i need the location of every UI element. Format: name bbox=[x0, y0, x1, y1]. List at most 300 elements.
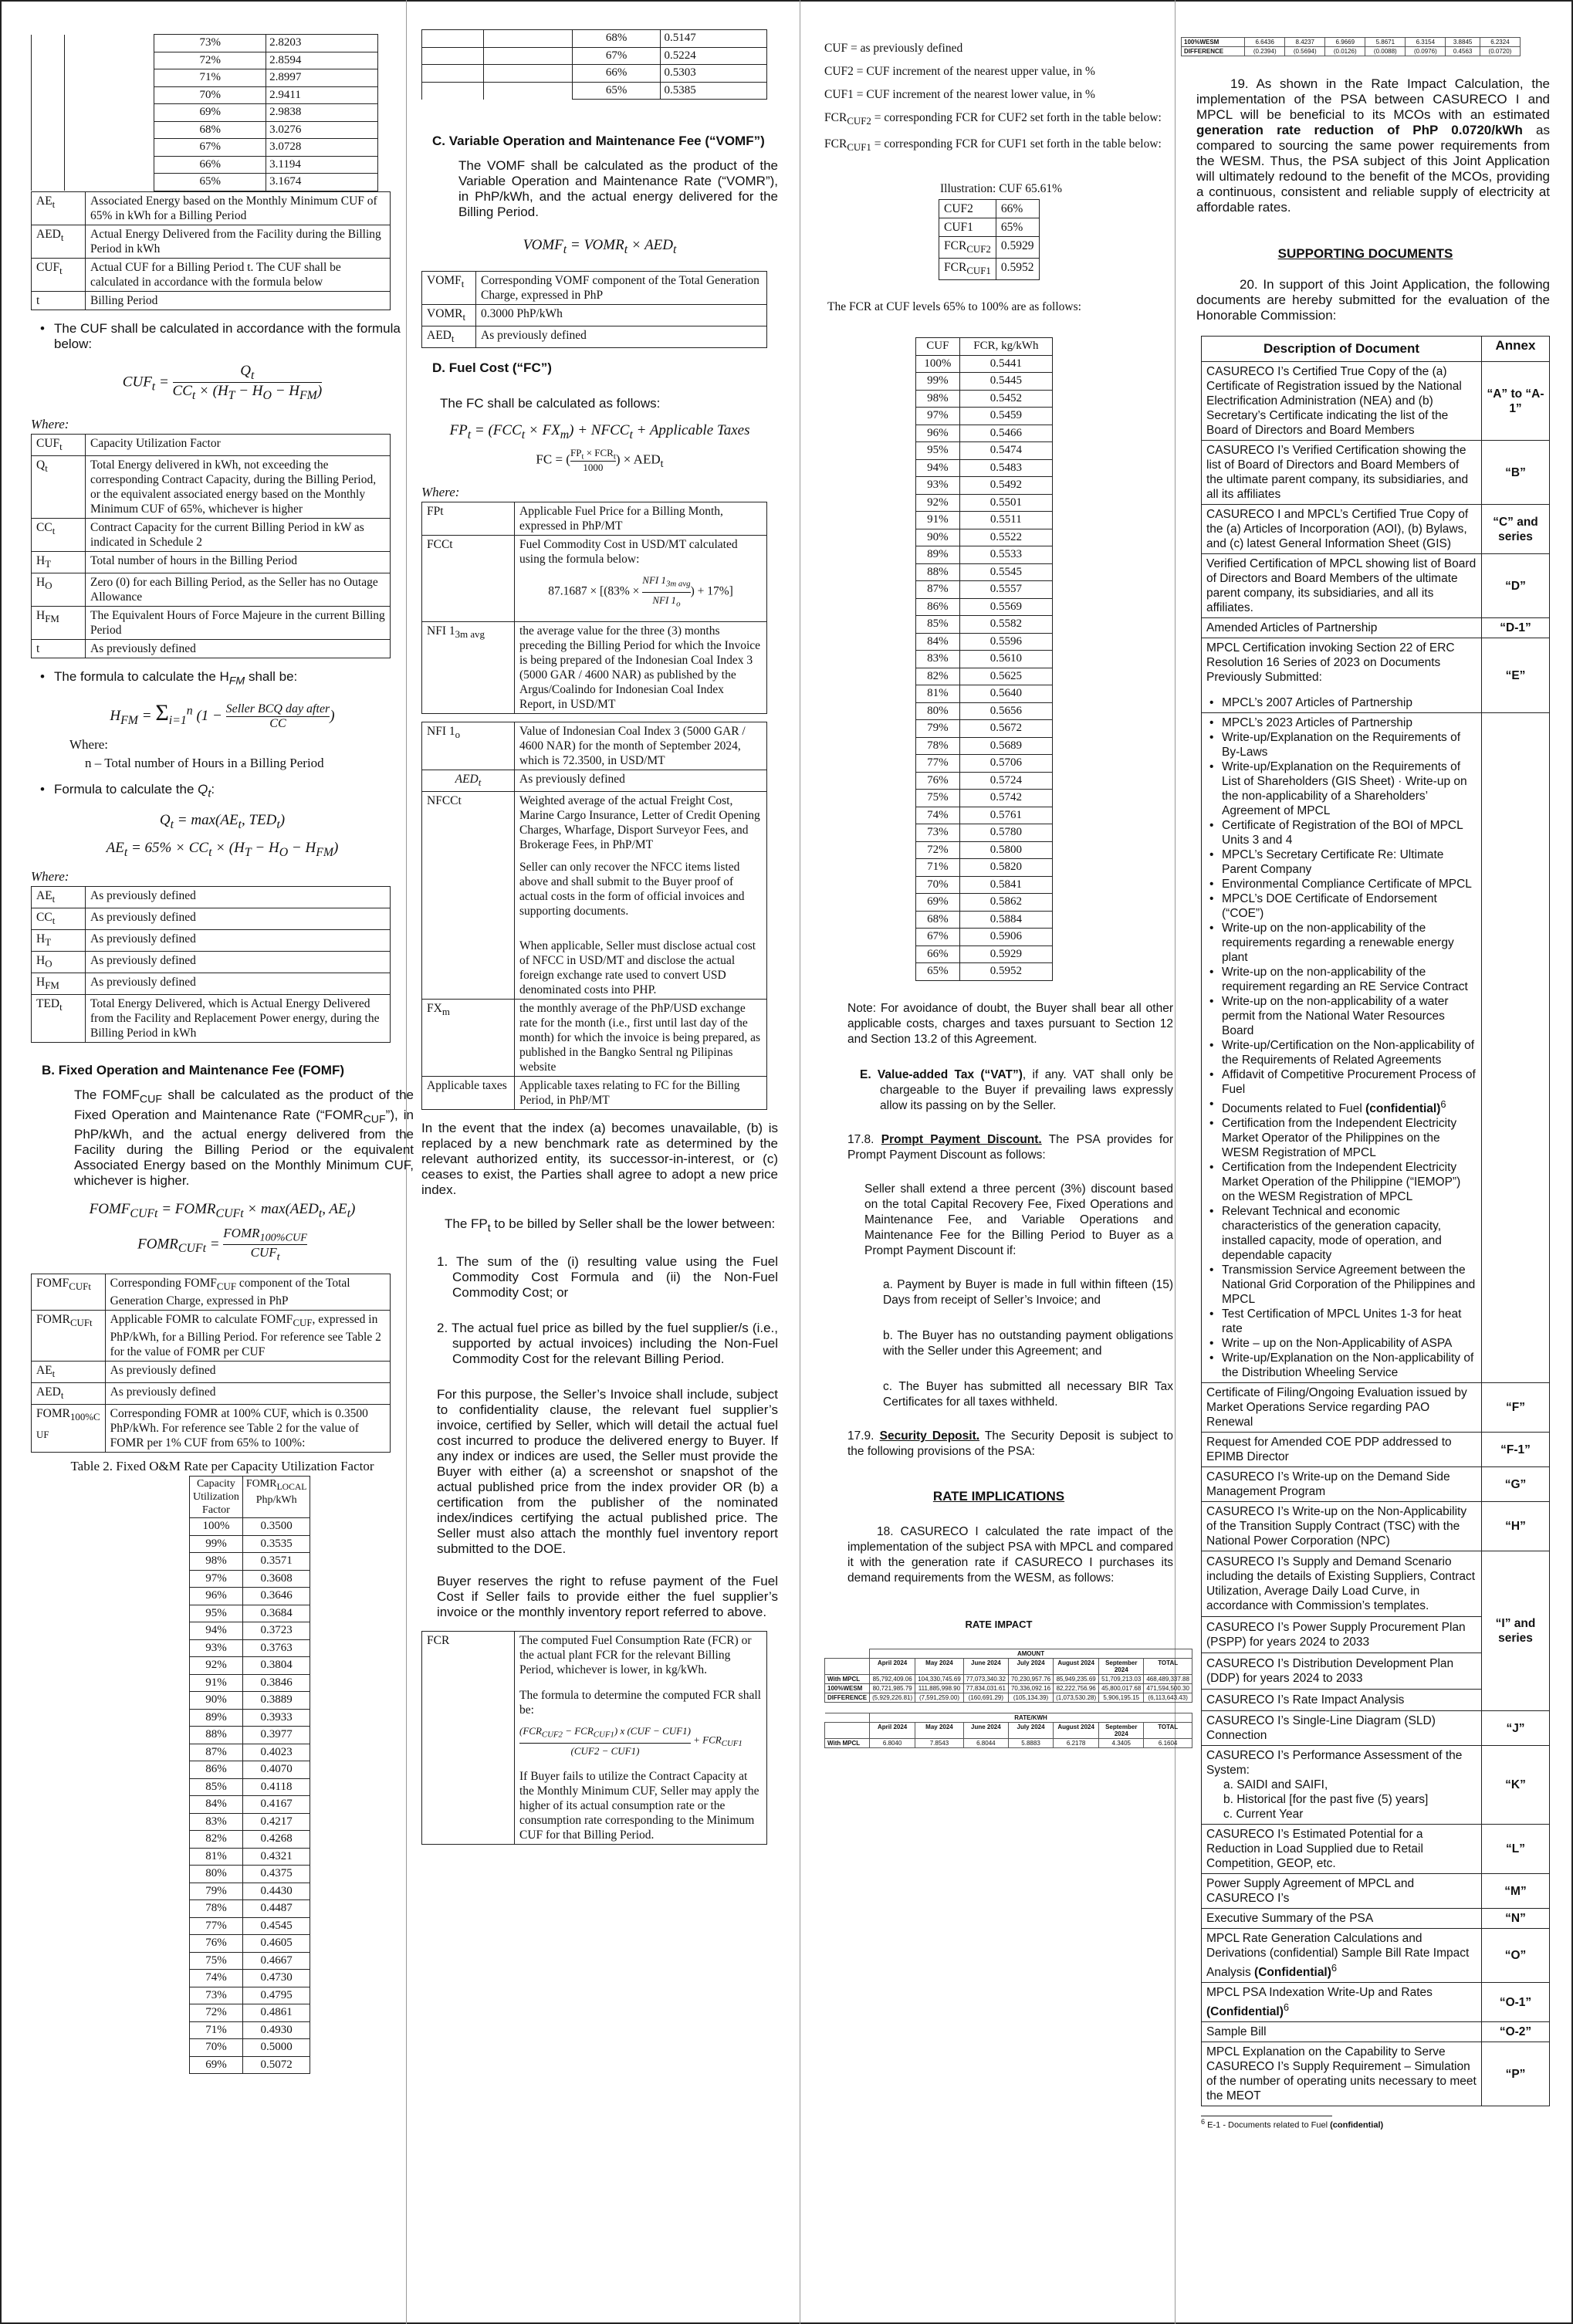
annex-row bbox=[1202, 505, 1550, 554]
list-item: • Affidavit of Competitive Procurement Process of Fuel bbox=[1206, 1067, 1477, 1097]
fomr-row bbox=[190, 1657, 310, 1675]
table-cell: 89% bbox=[916, 546, 960, 564]
fomr-row bbox=[190, 1692, 310, 1710]
table-cell: 68% bbox=[154, 121, 266, 139]
cuf-row bbox=[32, 139, 378, 157]
annex-description: CASURECO I’s Power Supply Procurement Plan (PSPP) for years 2024 to 2033 bbox=[1202, 1617, 1481, 1653]
illustration-title: Illustration: CUF 65.61% bbox=[940, 182, 1063, 196]
table-row bbox=[32, 552, 391, 573]
table-cell: 72% bbox=[916, 841, 960, 859]
table-cell: “P” bbox=[1482, 2042, 1550, 2106]
table-cell bbox=[65, 174, 154, 191]
table-cell: 0.4730 bbox=[242, 1970, 310, 1987]
table-cell: As previously defined bbox=[476, 326, 767, 347]
table-cell: 96% bbox=[190, 1588, 243, 1605]
table-cell: 0.3571 bbox=[242, 1553, 310, 1571]
fcr-intro: The FCR at CUF levels 65% to 100% are as follows: bbox=[827, 300, 1081, 314]
table-row bbox=[32, 573, 391, 607]
fomr-row bbox=[190, 1518, 310, 1536]
table-row bbox=[422, 326, 767, 347]
list-item: • Write-up/Certification on the Non-applicability of the Requirements of Related Agreements bbox=[1206, 1038, 1477, 1067]
table-cell: 0.4861 bbox=[242, 2004, 310, 2022]
table-cell: 0.5706 bbox=[959, 755, 1052, 773]
footnote: $^6$ E-1 - Documents related to Fuel (confidential) bbox=[1201, 2118, 1384, 2131]
table-cell: “G” bbox=[1482, 1467, 1550, 1502]
annex-row bbox=[1202, 1433, 1550, 1467]
definition-line: CUF = as previously defined bbox=[824, 42, 963, 55]
tax-definition: Applicable taxes relating to FC for the Billing Period, in PhP/MT bbox=[515, 1076, 767, 1109]
rate-row bbox=[1182, 47, 1521, 56]
annex-row bbox=[1202, 1909, 1550, 1929]
annex-row-e bbox=[1202, 638, 1550, 713]
fcr-row bbox=[916, 720, 1053, 738]
fcr-row bbox=[916, 807, 1053, 824]
table-cell: “O-1” bbox=[1482, 1983, 1550, 2022]
prompt-payment-paragraph: 17.8. Prompt Payment Discount. The PSA provides for Prompt Payment Discount as follows: bbox=[847, 1132, 1173, 1162]
cuf-definitions bbox=[824, 37, 1173, 159]
table-cell: 0.4487 bbox=[242, 1900, 310, 1918]
table-cell: 0.3933 bbox=[242, 1709, 310, 1727]
table-cell: 69% bbox=[154, 104, 266, 122]
table-cell: As previously defined bbox=[86, 908, 391, 929]
fcr-row bbox=[916, 425, 1053, 442]
paragraph-20: 20. In support of this Joint Application, the following documents are hereby submitted for the evaluation of the Honorable Commission: bbox=[1196, 277, 1550, 323]
fcr-row bbox=[916, 563, 1053, 581]
fomr-row bbox=[190, 1831, 310, 1849]
table-cell: 89% bbox=[190, 1709, 243, 1727]
month-header: June 2024 bbox=[963, 1722, 1008, 1738]
supporting-documents-heading: SUPPORTING DOCUMENTS bbox=[1277, 246, 1453, 261]
table-cell: 0.4605 bbox=[242, 1935, 310, 1953]
table-cell: Capacity Utilization Factor bbox=[86, 435, 391, 456]
table-cell: 91% bbox=[190, 1674, 243, 1692]
table-cell: 6.1604 bbox=[1144, 1738, 1192, 1747]
table-cell: As previously defined bbox=[105, 1382, 390, 1404]
table-cell: 70% bbox=[190, 2039, 243, 2057]
table-cell: With MPCL bbox=[825, 1674, 870, 1683]
table-cell: 68% bbox=[916, 911, 960, 929]
table-row bbox=[939, 218, 1040, 237]
table-cell: 0.5000 bbox=[242, 2039, 310, 2057]
table-cell: CASURECO I’s Write-up on the Demand Side Management Program bbox=[1202, 1467, 1482, 1502]
table-cell: As previously defined bbox=[86, 952, 391, 973]
table-cell: 83% bbox=[190, 1813, 243, 1831]
annex-row bbox=[1202, 362, 1550, 441]
table-cell: 79% bbox=[190, 1883, 243, 1900]
rate-row bbox=[1182, 38, 1521, 47]
fomr-row bbox=[190, 2056, 310, 2074]
fcr-row bbox=[916, 790, 1053, 807]
table-row bbox=[32, 1274, 391, 1310]
table-cell: Sample Bill bbox=[1202, 2022, 1482, 2042]
fcr-row bbox=[916, 929, 1053, 946]
table-cell: 71% bbox=[190, 2021, 243, 2039]
table-cell: t bbox=[32, 640, 86, 658]
table-cell: $AE_t$ bbox=[32, 1361, 106, 1382]
table-cell: 97% bbox=[190, 1570, 243, 1588]
fp-option-1: 1. The sum of the (i) resulting value using the Fuel Commodity Cost Formula and (ii) the Non-Fuel Commodity Cost; or bbox=[437, 1254, 778, 1301]
table-cell: 95% bbox=[916, 442, 960, 460]
performance-assessment: CASURECO I’s Performance Assessment of the System: bbox=[1206, 1749, 1463, 1778]
table-cell: “F-1” bbox=[1482, 1433, 1550, 1467]
table-cell: 6.9669 bbox=[1325, 38, 1365, 47]
table-cell: “H” bbox=[1482, 1502, 1550, 1551]
table-row bbox=[32, 607, 391, 640]
table-cell: Zero (0) for each Billing Period, as the Seller has no Outage Allowance bbox=[86, 573, 391, 607]
table-cell: “O-2” bbox=[1482, 2022, 1550, 2042]
table-row bbox=[32, 519, 391, 552]
where-label-2: Where: bbox=[69, 736, 109, 752]
table-cell: 468,489,337.88 bbox=[1144, 1674, 1192, 1683]
col-annex: Annex bbox=[1482, 337, 1550, 362]
fcr-row bbox=[916, 651, 1053, 668]
fcr-definition-table bbox=[421, 1631, 767, 1845]
list-item: a. SAIDI and SAIFI, bbox=[1223, 1778, 1328, 1792]
table-cell: 0.4118 bbox=[242, 1778, 310, 1796]
table-cell: $VOMF_t$ bbox=[422, 271, 476, 304]
cuf-row bbox=[422, 30, 767, 48]
table-cell: 98% bbox=[190, 1553, 243, 1571]
list-item: c. Current Year bbox=[1223, 1808, 1304, 1822]
table-cell: $TED_t$ bbox=[32, 995, 86, 1043]
discount-paragraph: Seller shall extend a three percent (3%) discount based on the total Capital Recovery Fee, Fixed Operations and Maintenance Fee, and Variable Operations and Maintenance Fee for the Billing Period to Buyer as a Prompt Payment Discount if: bbox=[864, 1182, 1173, 1257]
table-cell: 2.8203 bbox=[266, 35, 378, 52]
table-cell: 0.5800 bbox=[959, 841, 1052, 859]
table-row bbox=[32, 435, 391, 456]
table-cell: 3.0728 bbox=[266, 139, 378, 157]
table-cell: 2.8997 bbox=[266, 69, 378, 87]
table-cell: 0.5724 bbox=[959, 772, 1052, 790]
table-cell bbox=[32, 35, 65, 52]
month-header: August 2024 bbox=[1054, 1722, 1099, 1738]
fc-definitions-2 bbox=[421, 722, 767, 1110]
table-cell: “D” bbox=[1482, 554, 1550, 618]
definitions-table-3 bbox=[31, 886, 391, 1043]
table-cell: 96% bbox=[916, 425, 960, 442]
table-cell: 85,792,409.06 bbox=[870, 1674, 915, 1683]
fomr-row bbox=[190, 1970, 310, 1987]
table-cell: Associated Energy based on the Monthly Minimum CUF of 65% in kWh for a Billing Period bbox=[86, 191, 391, 225]
tax-label: Applicable taxes bbox=[422, 1076, 515, 1109]
table-cell: “A” to “A-1” bbox=[1482, 362, 1550, 441]
table-cell: 0.3763 bbox=[242, 1639, 310, 1657]
table-cell: 79% bbox=[916, 720, 960, 738]
table-cell: “D-1” bbox=[1482, 618, 1550, 638]
table-row bbox=[32, 1361, 391, 1382]
fomr-row bbox=[190, 1709, 310, 1727]
fcr-row bbox=[916, 911, 1053, 929]
table-cell: 2.9838 bbox=[266, 104, 378, 122]
fomf-formula: $FOMF_{CUFt}$ = $FOMR_{CUFt} \times \max(AED_t$, $AE_t$) bbox=[89, 1201, 356, 1220]
table-cell: MPCL Explanation on the Capability to Serve CASURECO I’s Supply Requirement – Simulation of the number of operating units necessary to meet the MEOT bbox=[1202, 2042, 1482, 2106]
cuf-row bbox=[422, 47, 767, 65]
table-cell: 0.5224 bbox=[661, 47, 767, 65]
fcr-row bbox=[916, 859, 1053, 877]
fomr-row bbox=[190, 1952, 310, 1970]
table-cell: MPCL PSA Indexation Write-Up and Rates (Confidential)$^6$ bbox=[1202, 1983, 1482, 2022]
fcr-row bbox=[916, 824, 1053, 842]
table-cell: 45,800,017.68 bbox=[1099, 1683, 1144, 1693]
table-cell: (5,929,226.81) bbox=[870, 1693, 915, 1702]
fcr-formula: $(FCR_{CUF2} - FCR_{CUF1})$ x (CUF − CUF1) (CUF2 − CUF1) + $FCR_{CUF1}$ bbox=[519, 1725, 743, 1757]
table-cell: 73% bbox=[916, 824, 960, 842]
table-cell: 76% bbox=[190, 1935, 243, 1953]
table-cell bbox=[422, 47, 484, 65]
fomr-row bbox=[190, 1553, 310, 1571]
table-cell: DIFFERENCE bbox=[825, 1693, 870, 1702]
table-cell: 6.2178 bbox=[1054, 1738, 1099, 1747]
list-item: • Test Certification of MPCL Unites 1-3 for heat rate bbox=[1206, 1307, 1477, 1336]
table-cell: 0.5533 bbox=[959, 546, 1052, 564]
table-cell: Corresponding $FOMF_{CUF}$ component of the Total Generation Charge, expressed in PhP bbox=[105, 1274, 390, 1310]
table-cell bbox=[65, 86, 154, 104]
table-cell: 95% bbox=[190, 1605, 243, 1622]
table-cell: 0.5780 bbox=[959, 824, 1052, 842]
annex-row bbox=[1202, 1383, 1550, 1433]
bullet-hfm: • The formula to calculate the $H_{FM}$ shall be: bbox=[31, 669, 414, 688]
table-cell: 0.5672 bbox=[959, 720, 1052, 738]
table-cell: “L” bbox=[1482, 1825, 1550, 1874]
fcr-row bbox=[916, 529, 1053, 546]
table-cell: Amended Articles of Partnership bbox=[1202, 618, 1482, 638]
table-cell: The Equivalent Hours of Force Majeure in the current Billing Period bbox=[86, 607, 391, 640]
table-cell: 75% bbox=[916, 790, 960, 807]
table-cell: 0.4321 bbox=[242, 1848, 310, 1866]
table-cell: 66% bbox=[916, 945, 960, 963]
fcr-row bbox=[916, 633, 1053, 651]
table2-col-cuf: Capacity Utilization Factor bbox=[190, 1477, 243, 1518]
table-cell: 6.2324 bbox=[1480, 38, 1520, 47]
table-row bbox=[32, 952, 391, 973]
table-cell: 93% bbox=[916, 477, 960, 495]
list-item: • MPCL’s DOE Certificate of Endorsement (“COE”) bbox=[1206, 891, 1477, 921]
aet-formula: $AE_t = 65\% \times CC_t \times (H_T - H_O - H_{FM})$ bbox=[106, 840, 339, 859]
fc-formula: FC = ( $FP_t \times FCR_t$ 1000 ) × $AED_t$ bbox=[536, 446, 664, 474]
annex-row bbox=[1202, 1983, 1550, 2022]
fomr-row bbox=[190, 1674, 310, 1692]
table-cell: 0.5929 bbox=[996, 237, 1039, 259]
month-header: TOTAL bbox=[1144, 1658, 1192, 1674]
table-cell bbox=[32, 52, 65, 69]
fcr-definition: The computed Fuel Consumption Rate (FCR) or the actual plant FCR for the relevant Billing Period, whichever is lower, in kg/kWh. bbox=[519, 1634, 752, 1677]
table-cell: 71% bbox=[916, 859, 960, 877]
table-cell: 0.5441 bbox=[959, 355, 1052, 373]
table-cell: 0.4795 bbox=[242, 1987, 310, 2004]
table-cell: 0.5459 bbox=[959, 408, 1052, 425]
column-3 bbox=[824, 6, 1189, 2318]
fpt-label: FPt bbox=[422, 502, 515, 536]
table-cell: $CC_t$ bbox=[32, 519, 86, 552]
table-cell: 0.5610 bbox=[959, 651, 1052, 668]
definition-line: CUF1 = CUF increment of the nearest lower value, in % bbox=[824, 88, 1095, 101]
fomr-table bbox=[189, 1476, 310, 2074]
amount-row bbox=[825, 1693, 1192, 1702]
fomr-row bbox=[190, 1900, 310, 1918]
table-cell: 92% bbox=[916, 494, 960, 512]
table-cell: 111,885,998.90 bbox=[915, 1683, 964, 1693]
fcr-row bbox=[916, 512, 1053, 529]
annex-row bbox=[1202, 2022, 1550, 2042]
fomr-row bbox=[190, 1917, 310, 1935]
aed-label: $AED_t$ bbox=[422, 770, 515, 791]
table-cell: 0.5761 bbox=[959, 807, 1052, 824]
fcr-row bbox=[916, 373, 1053, 391]
table-cell: 0.5303 bbox=[661, 65, 767, 83]
fomr-row bbox=[190, 1605, 310, 1622]
month-header: April 2024 bbox=[870, 1722, 915, 1738]
fcr-col-fcr: FCR, kg/kWh bbox=[959, 338, 1052, 356]
table-cell: 77% bbox=[190, 1917, 243, 1935]
fcr-table bbox=[915, 337, 1053, 981]
table-cell: MPCL Rate Generation Calculations and Derivations (confidential) Sample Bill Rate Impact Analysis (Confidential)$^6$ bbox=[1202, 1929, 1482, 1983]
table-cell bbox=[484, 82, 573, 100]
annex-description: CASURECO I’s Distribution Development Plan (DDP) for years 2024 to 2033 bbox=[1202, 1653, 1481, 1690]
table-row bbox=[32, 291, 391, 310]
table-cell: Total number of hours in the Billing Period bbox=[86, 552, 391, 573]
rate-implications-heading: RATE IMPLICATIONS bbox=[932, 1488, 1065, 1504]
table-cell: $Q_t$ bbox=[32, 456, 86, 519]
table-cell: 75% bbox=[190, 1952, 243, 1970]
table-cell: 0.5742 bbox=[959, 790, 1052, 807]
annex-row bbox=[1202, 1825, 1550, 1874]
table-cell: $H_O$ bbox=[32, 573, 86, 607]
table-cell: 69% bbox=[916, 894, 960, 912]
table-cell: 80,721,985.79 bbox=[870, 1683, 915, 1693]
table-cell: “M” bbox=[1482, 1874, 1550, 1909]
table-cell: 83% bbox=[916, 651, 960, 668]
fomr-row bbox=[190, 1744, 310, 1761]
annex-code: “E” bbox=[1482, 638, 1550, 713]
table-cell: 100% bbox=[190, 1518, 243, 1536]
table-cell: 99% bbox=[916, 373, 960, 391]
fomr-row bbox=[190, 1622, 310, 1640]
fcr-row bbox=[916, 668, 1053, 685]
table-cell: 0.5474 bbox=[959, 442, 1052, 460]
table-cell: 471,594,500.30 bbox=[1144, 1683, 1192, 1693]
table-cell: 77% bbox=[916, 755, 960, 773]
table-cell: “N” bbox=[1482, 1909, 1550, 1929]
list-item: • Transmission Service Agreement between the National Grid Corporation of the Philippines and MPCL bbox=[1206, 1263, 1477, 1307]
table-cell: 0.5862 bbox=[959, 894, 1052, 912]
table-cell: 92% bbox=[190, 1657, 243, 1675]
table-cell: Corresponding FOMR at 100% CUF, which is 0.3500 PhP/kWh. For reference see Table 2 for the value of FOMR per 1% CUF from 65% to 100%: bbox=[105, 1405, 390, 1453]
table-cell: 5,906,195.15 bbox=[1099, 1693, 1144, 1702]
table-cell: CASURECO I and MPCL’s Certified True Copy of the (a) Articles of Incorporation (AOI), (b) Bylaws, and (c) latest General Information Sheet (GIS) bbox=[1202, 505, 1482, 554]
table-cell: 0.5072 bbox=[242, 2056, 310, 2074]
list-item: • Relevant Technical and economic characteristics of the generation capacity, installed capacity, mode of operation, and dependable capacity bbox=[1206, 1204, 1477, 1263]
table-cell: 5.8883 bbox=[1008, 1738, 1053, 1747]
annex-code: “J” bbox=[1482, 1711, 1550, 1746]
table-cell: 2.8594 bbox=[266, 52, 378, 69]
table-cell: 66% bbox=[996, 200, 1039, 218]
fomr-row bbox=[190, 2021, 310, 2039]
fomf-heading: B. Fixed Operation and Maintenance Fee (FOMF) bbox=[42, 1063, 344, 1078]
fcr-row bbox=[916, 702, 1053, 720]
table-cell: 65% bbox=[572, 82, 661, 100]
cuf-row bbox=[32, 104, 378, 122]
fcc-formula: 87.1687 × [(83% × NFI $1_{3m avg}$ NFI $1_o$ ) + 17%] bbox=[548, 574, 733, 609]
fomr-row bbox=[190, 1588, 310, 1605]
table-cell: 6.6436 bbox=[1245, 38, 1285, 47]
table-cell: 0.3846 bbox=[242, 1674, 310, 1692]
table-cell: 0.5640 bbox=[959, 685, 1052, 703]
table-cell: 7.8543 bbox=[915, 1738, 964, 1747]
paragraph-18: 18. CASURECO I calculated the rate impact of the implementation of the subject PSA with MPCL and compared it with the generation rate if CASURECO I purchases its demand requirements from the WESM, as follows: bbox=[847, 1524, 1173, 1585]
table-cell: 73% bbox=[154, 35, 266, 52]
fcr-row bbox=[916, 408, 1053, 425]
bullet-cuf: • The CUF shall be calculated in accordance with the formula below: bbox=[31, 321, 414, 352]
table-cell: 6.3154 bbox=[1406, 38, 1446, 47]
month-header: May 2024 bbox=[915, 1722, 964, 1738]
table-cell: 2.9411 bbox=[266, 86, 378, 104]
cuf-row bbox=[32, 156, 378, 174]
column-2 bbox=[421, 6, 778, 2318]
table-cell: 84% bbox=[190, 1796, 243, 1814]
fomr-row bbox=[190, 1639, 310, 1657]
table-cell: 77,073,340.32 bbox=[963, 1674, 1008, 1683]
annex-row bbox=[1202, 1874, 1550, 1909]
table-cell: 65% bbox=[996, 218, 1039, 237]
fomr-row bbox=[190, 1866, 310, 1883]
table-cell bbox=[484, 65, 573, 83]
fcr-row bbox=[916, 876, 1053, 894]
table-cell: $H_{FM}$ bbox=[32, 973, 86, 995]
table-cell bbox=[32, 69, 65, 87]
table-cell: 3.1194 bbox=[266, 156, 378, 174]
table-cell: “B” bbox=[1482, 441, 1550, 505]
table-row bbox=[32, 1382, 391, 1404]
month-header: April 2024 bbox=[870, 1658, 915, 1674]
annex-description: CASURECO I’s Rate Impact Analysis bbox=[1206, 1693, 1405, 1707]
table-cell: 0.5501 bbox=[959, 494, 1052, 512]
month-header: August 2024 bbox=[1054, 1658, 1099, 1674]
table-cell bbox=[65, 35, 154, 52]
annex-code: “I” and series bbox=[1482, 1551, 1550, 1711]
table-cell: 0.3646 bbox=[242, 1588, 310, 1605]
table-cell: $FCR_{CUF2}$ bbox=[939, 237, 996, 259]
fcc-definition: Fuel Commodity Cost in USD/MT calculated using the formula below: bbox=[519, 538, 738, 567]
annex-row bbox=[1202, 1929, 1550, 1983]
table-cell: Total Energy delivered in kWh, not exceeding the corresponding Contract Capacity, during the Billing Period, or the equivalent associated energy based on the Monthly Minimum CUF of 65%, whichever is higher bbox=[86, 456, 391, 519]
fcr-minimum-note: If Buyer fails to utilize the Contract Capacity at the Monthly Minimum CUF, Seller may apply the higher of its actual consumption rate or the consumption rate corresponding to the Minimum CUF for that Billing Period. bbox=[519, 1769, 759, 1842]
table-cell: As previously defined bbox=[105, 1361, 390, 1382]
table-cell: 0.5841 bbox=[959, 876, 1052, 894]
table-cell: 94% bbox=[190, 1622, 243, 1640]
table-cell: $FOMR_{100\%C UF}$ bbox=[32, 1405, 106, 1453]
table-cell: 0.5952 bbox=[996, 259, 1039, 280]
table-cell: 67% bbox=[154, 139, 266, 157]
amount-label: AMOUNT bbox=[870, 1649, 1192, 1658]
cuf-formula: $CUF_t$ = $Q_t$ $CC_t \times (H_T - H_O - H_{FM})$ bbox=[122, 362, 323, 403]
table-cell: 51,709,213.03 bbox=[1099, 1674, 1144, 1683]
definition-line: $FCR_{CUF1}$ = corresponding FCR for CUF1 set forth in the table below: bbox=[824, 137, 1162, 154]
annex-row bbox=[1202, 2042, 1550, 2106]
fcr-row bbox=[916, 963, 1053, 981]
cuf-row bbox=[422, 65, 767, 83]
list-item: • Write-up on the non-applicability of the requirement regarding an RE Service Contract bbox=[1206, 965, 1477, 994]
table-cell: 0.4563 bbox=[1446, 47, 1480, 56]
table-cell: 72% bbox=[154, 52, 266, 69]
table-cell bbox=[65, 104, 154, 122]
annex-table bbox=[1201, 336, 1550, 2106]
table-cell: 85% bbox=[190, 1778, 243, 1796]
table-cell: 0.4430 bbox=[242, 1883, 310, 1900]
definition-line: $FCR_{CUF2}$ = corresponding FCR for CUF2 set forth in the table below: bbox=[824, 111, 1162, 127]
month-header: June 2024 bbox=[963, 1658, 1008, 1674]
table-cell: 93% bbox=[190, 1639, 243, 1657]
fc-paragraph: The FC shall be calculated as follows: bbox=[440, 395, 661, 411]
fcr-formula-intro: The formula to determine the computed FCR shall be: bbox=[519, 1689, 761, 1717]
